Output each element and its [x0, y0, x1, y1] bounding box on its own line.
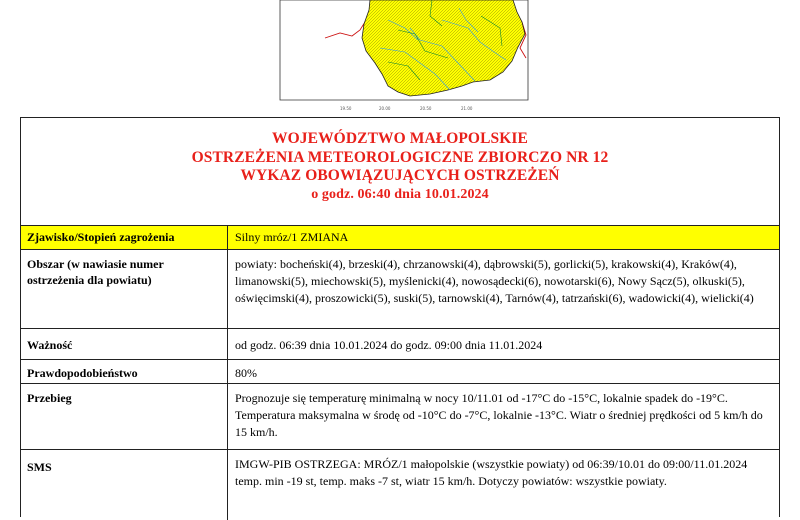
sms-label: SMS [21, 450, 228, 520]
issue-time: o godz. 06:40 dnia 10.01.2024 [311, 186, 489, 202]
area-value: powiaty: bocheński(4), brzeski(4), chrzanowski(4), dąbrowski(5), gorlicki(5), krakowski(4), Kraków(4), limanowski(5), miechowski(5), myślenicki(4), nowosądecki(6), nowotarski(6), Nowy Sącz(5), olkuski(5), oświęcimski(4), proszowicki(5), suski(5), tarnowski(4), Tarnów(4), tatrzański(6), wadowicki(4), wielicki(4) [235, 257, 754, 305]
warning-header [21, 118, 779, 226]
validity-value: od godz. 06:39 dnia 10.01.2024 do godz. 09:00 dnia 11.01.2024 [235, 338, 543, 352]
validity-label: Ważność [21, 329, 228, 359]
row-validity [21, 329, 779, 360]
course-label: Przebieg [21, 384, 228, 449]
warning-map [270, 0, 532, 114]
sms-value: IMGW-PIB OSTRZEGA: MRÓZ/1 małopolskie (wszystkie powiaty) od 06:39/10.01 do 09:00/11.01.2024 temp. min -19 st, temp. maks -7 st, wiatr 15 km/h. Dotyczy powiatów: wszystkie powiaty. [235, 457, 748, 488]
area-label: Obszar (w nawiasie numer ostrzeżenia dla powiatu) [21, 250, 228, 328]
phenomenon-value: Silny mróz/1 ZMIANA [235, 230, 349, 244]
map-axis-tick: 19.50 [340, 106, 352, 111]
row-probability [21, 360, 779, 384]
list-title: WYKAZ OBOWIĄZUJĄCYCH OSTRZEŻEŃ [240, 167, 560, 184]
voivodeship-map-graphic [270, 0, 532, 114]
map-axis-tick: 20.50 [420, 106, 432, 111]
course-value: Prognozuje się temperaturę minimalną w nocy 10/11.01 od -17°C do -15°C, lokalnie spadek do -19°C. Temperatura maksymalna w środę od -10°C do -7°C, lokalnie -13°C. Wiatr o średniej prędkości od 5 km/h do 15 km/h. [235, 391, 763, 439]
map-axis-tick: 20.00 [379, 106, 391, 111]
row-area [21, 250, 779, 329]
row-course [21, 384, 779, 450]
row-sms [21, 450, 779, 520]
probability-label: Prawdopodobieństwo [21, 360, 228, 383]
row-phenomenon [21, 226, 779, 250]
warning-document [20, 117, 780, 517]
probability-value: 80% [235, 366, 257, 380]
map-axis-tick: 21.00 [461, 106, 473, 111]
voivodeship-title: WOJEWÓDZTWO MAŁOPOLSKIE [272, 130, 528, 147]
phenomenon-label: Zjawisko/Stopień zagrożenia [21, 226, 228, 249]
warnings-title: OSTRZEŻENIA METEOROLOGICZNE ZBIORCZO NR 12 [191, 148, 609, 166]
map-axis-labels [270, 106, 532, 116]
